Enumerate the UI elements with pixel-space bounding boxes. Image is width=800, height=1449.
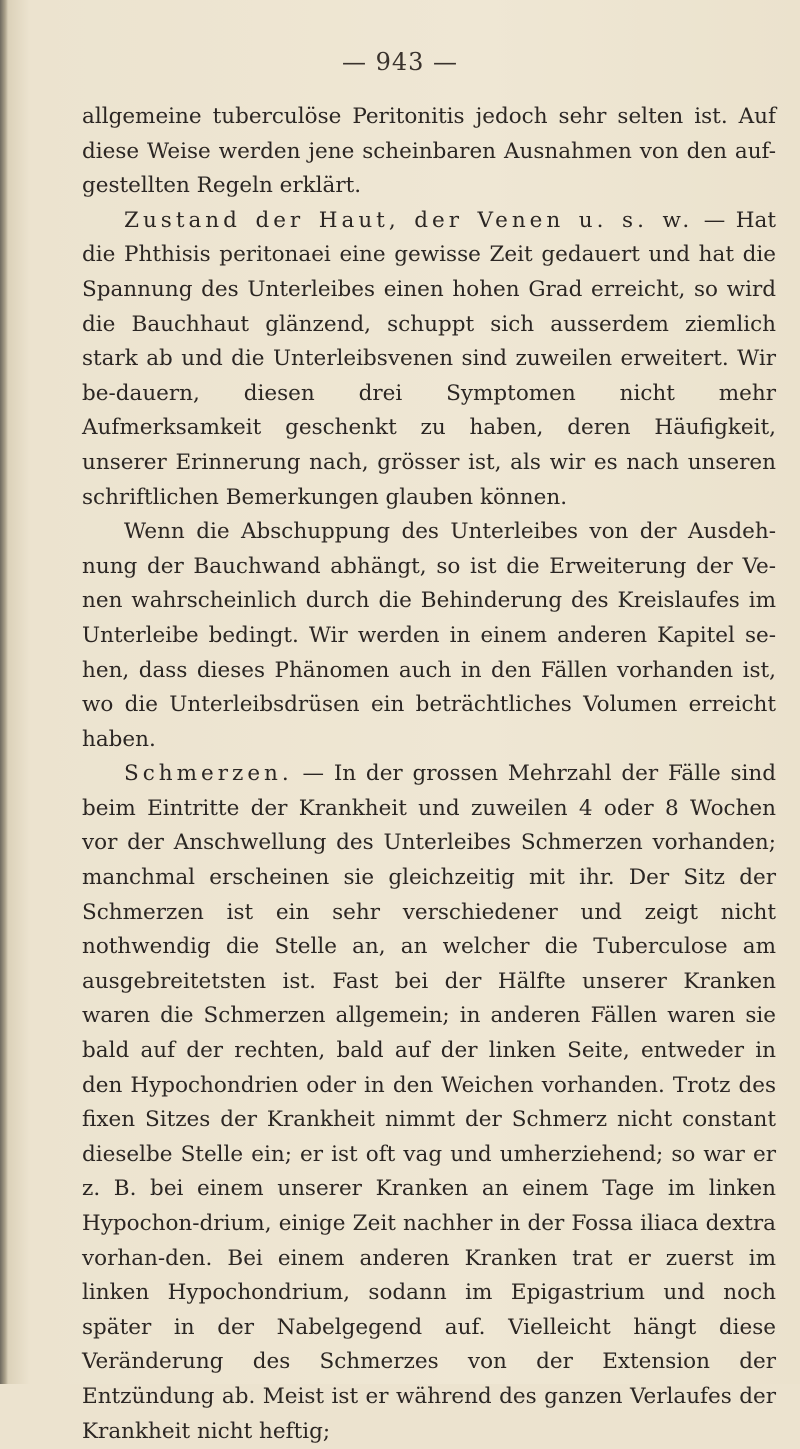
paragraph-3: [82, 515, 776, 757]
paragraph-3-text: Wenn die Abschuppung des Unterleibes von der Ausdeh-nung der Bauchwand abhängt, so ist die Erweiterung der Ve-nen wahrscheinlich durch die Behinderung des Kreislaufes im Unterleibe bedingt. Wir werden in einem anderen Kapitel se-hen, dass dieses Phänomen auch in den Fällen vorhanden ist, wo die Unterleibsdrüsen ein beträchtliches Volumen erreicht haben.: [82, 519, 776, 752]
paragraph-1: [82, 100, 776, 204]
page-spine-shadow: [0, 0, 8, 1384]
paragraph-4-text: — In der grossen Mehrzahl der Fälle sind beim Eintritte der Krankheit und zuweilen 4 oder 8 Wochen vor der Anschwellung des Unterleibes Schmerzen vorhanden; manchmal erscheinen sie gleichzeitig mit ihr. Der Sitz der Schmerzen ist ein sehr verschiedener und zeigt nicht nothwendig die Stelle an, an welcher die Tuberculose am ausgebreitetsten ist. Fast bei der Hälfte unserer Kranken waren die Schmerzen allgemein; in anderen Fällen waren sie bald auf der rechten, bald auf der linken Seite, entweder in den Hypochondrien oder in den Weichen vorhanden. Trotz des fixen Sitzes der Krankheit nimmt der Schmerz nicht constant dieselbe Stelle ein; er ist oft vag und umherziehend; so war er z. B. bei einem unserer Kranken an einem Tage im linken Hypochon-drium, einige Zeit nachher in der Fossa iliaca dextra vorhan-den. Bei einem anderen Kranken trat er zuerst im linken Hypochondrium, sodann im Epigastrium und noch später in der Nabelgegend auf. Vielleicht hängt diese Veränderung des Schmerzes von der Extension der Entzündung ab. Meist ist er während des ganzen Verlaufes der Krankheit nicht heftig;: [82, 761, 776, 1444]
page-number: — 943 —: [341, 48, 459, 76]
body-text: [82, 100, 776, 1449]
paragraph-2-text: — Hat die Phthisis peritonaei eine gewisse Zeit gedauert und hat die Spannung des Unterleibes einen hohen Grad erreicht, so wird die Bauchhaut glänzend, schuppt sich ausserdem ziemlich stark ab und die Unterleibsvenen sind zuweilen erweitert. Wir be-dauern, diesen drei Symptomen nicht mehr Aufmerksamkeit geschenkt zu haben, deren Häufigkeit, unserer Erinnerung nach, grösser ist, als wir es nach unseren schriftlichen Bemerkungen glauben können.: [82, 207, 776, 510]
section-heading-schmerzen: Schmerzen.: [124, 761, 293, 787]
paragraph-4: [82, 757, 776, 1449]
paragraph-2: [82, 204, 776, 515]
section-heading-haut: Zustand der Haut, der Venen u. s. w.: [124, 207, 694, 233]
paragraph-1-text: allgemeine tuberculöse Peritonitis jedoch sehr selten ist. Auf diese Weise werden jene scheinbaren Ausnahmen von den auf-gestellten Regeln erklärt.: [82, 104, 776, 199]
